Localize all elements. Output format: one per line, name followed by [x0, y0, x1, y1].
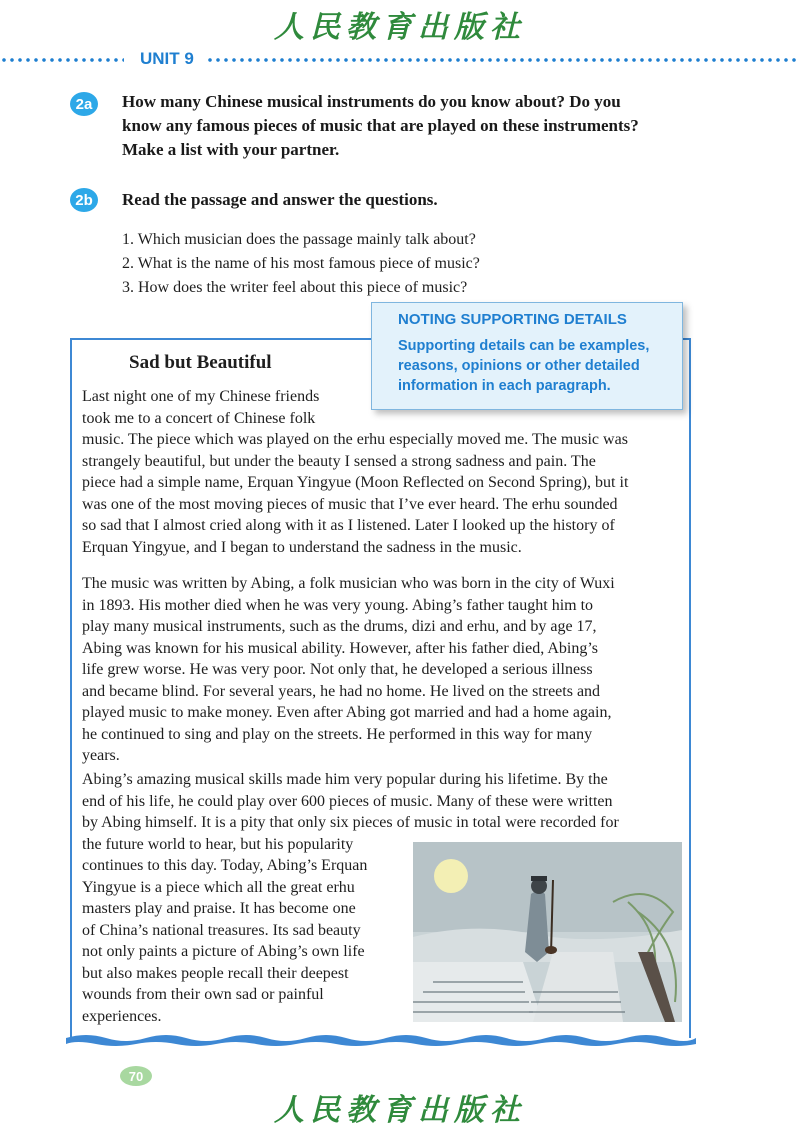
paragraph-line: strangely beautiful, but under the beauty I sensed a strong sadness and pain. The — [82, 452, 596, 470]
passage-title: Sad but Beautiful — [129, 352, 272, 373]
paragraph-line: not only paints a picture of Abing’s own life — [82, 943, 365, 960]
paragraph-line: took me to a concert of Chinese folk — [82, 409, 316, 427]
paragraph-line: the future world to hear, but his popularity — [82, 835, 354, 853]
paragraph-line: wounds from their own sad or painful — [82, 986, 324, 1003]
task-2a-line: know any famous pieces of music that are played on these instruments? — [122, 116, 639, 135]
paragraph-2 — [82, 573, 615, 767]
paragraph-line: played music to make money. Even after Abing got married and had a home again, — [82, 704, 612, 721]
paragraph-line: and became blind. For several years, he had no home. He lived on the streets and — [82, 682, 601, 700]
paragraph-line: he continued to sing and play on the streets. He performed in this way for many — [82, 725, 593, 743]
paragraph-line: piece had a simple name, Erquan Yingyue (Moon Reflected on Second Spring), but it — [82, 474, 629, 491]
unit-label: UNIT 9 — [140, 49, 194, 68]
paragraph-line: music. The piece which was played on the erhu especially moved me. The music was — [82, 431, 628, 448]
tip-line: information in each paragraph. — [398, 378, 611, 394]
paragraph-1 — [82, 386, 628, 558]
paragraph-line: in 1893. His mother died when he was very young. Abing’s father taught him to — [82, 596, 594, 614]
paragraph-line: Yingyue is a piece which all the great erhu — [82, 878, 355, 896]
question-item: 1. Which musician does the passage mainly talk about? — [122, 231, 476, 248]
paragraph-line: years. — [82, 747, 120, 764]
paragraph-line: but also makes people recall their deepest — [82, 964, 349, 982]
task-badge-2b: 2b — [70, 188, 98, 212]
paragraph-line: continues to this day. Today, Abing’s Erquan — [82, 857, 368, 874]
task-2b-instruction: Read the passage and answer the questions. — [122, 190, 438, 209]
tip-line: Supporting details can be examples, — [398, 338, 650, 354]
paragraph-line: The music was written by Abing, a folk musician who was born in the city of Wuxi — [82, 575, 615, 592]
task-2a-line: How many Chinese musical instruments do you know about? Do you — [122, 92, 621, 111]
unit-header — [0, 46, 800, 74]
dotted-divider-right — [206, 57, 800, 63]
moon-icon — [434, 859, 468, 893]
paragraph-line: so sad that I almost cried along with it as I listened. Later I looked up the history of — [82, 517, 615, 534]
paragraph-line: of China’s national treasures. Its sad beauty — [82, 921, 361, 939]
erhu-player-illustration — [413, 842, 682, 1022]
paragraph-line: Abing’s amazing musical skills made him very popular during his lifetime. By the — [82, 771, 608, 788]
task-badge-2a: 2a — [70, 92, 98, 116]
paragraph-line: Erquan Yingyue, and I began to understand the sadness in the music. — [82, 538, 522, 556]
question-list — [122, 228, 480, 300]
publisher-logo-top: 人民教育出版社 — [274, 10, 526, 45]
wavy-bottom-border — [66, 1030, 696, 1050]
paragraph-line: end of his life, he could play over 600 pieces of music. Many of these were written — [82, 792, 613, 810]
paragraph-line: play many musical instruments, such as the drums, dizi and erhu, and by age 17, — [82, 618, 597, 635]
page-number: 70 — [120, 1066, 152, 1086]
paragraph-line: Last night one of my Chinese friends — [82, 388, 320, 405]
paragraph-line: Abing was known for his musical ability. However, after his father died, Abing’s — [82, 639, 598, 657]
publisher-logo-bottom: 人民教育出版社 — [274, 1093, 526, 1128]
task-2a-line: Make a list with your partner. — [122, 140, 340, 159]
task-2a-instruction — [122, 90, 722, 162]
question-item: 3. How does the writer feel about this piece of music? — [122, 279, 468, 296]
paragraph-line: by Abing himself. It is a pity that only six pieces of music in total were recorded for — [82, 814, 619, 831]
paragraph-line: masters play and praise. It has become one — [82, 900, 356, 917]
paragraph-line: was one of the most moving pieces of music that I’ve ever heard. The erhu sounded — [82, 495, 618, 513]
tip-line: reasons, opinions or other detailed — [398, 358, 640, 374]
paragraph-line: life grew worse. He was very poor. Not only that, he developed a serious illness — [82, 661, 593, 678]
tip-title: NOTING SUPPORTING DETAILS — [398, 311, 627, 328]
question-item: 2. What is the name of his most famous piece of music? — [122, 255, 480, 272]
dotted-divider-left — [0, 57, 124, 63]
paragraph-line: experiences. — [82, 1007, 162, 1025]
